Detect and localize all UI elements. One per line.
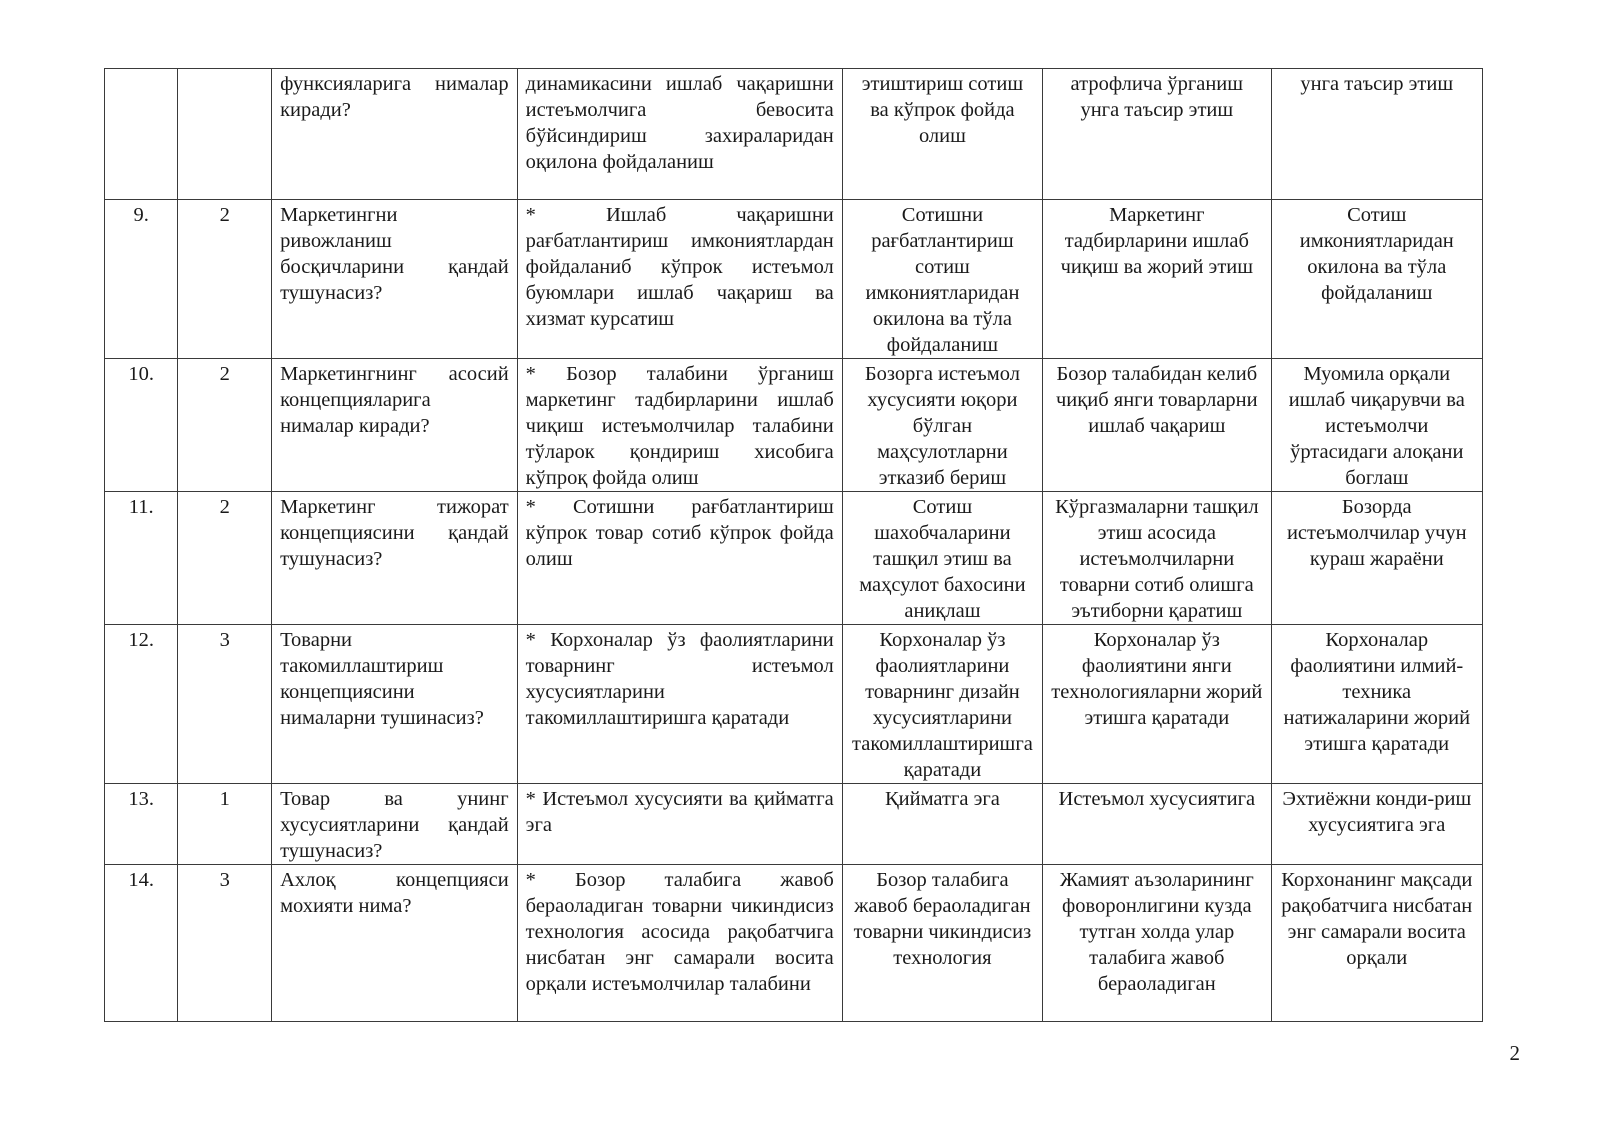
table-row xyxy=(105,200,1483,359)
alternative-answer-1: Сотиш шахобчаларини ташқил этиш ва маҳсулот бахосини аниқлаш xyxy=(842,492,1042,625)
table-row xyxy=(105,492,1483,625)
question-cell: Товарни такомиллаштириш концепциясини нималарни тушинасиз? xyxy=(272,625,518,784)
table-row xyxy=(105,784,1483,865)
correct-answer-cell: динамикасини ишлаб чақаришни истеъмолчига бевосита бўйсиндириш захираларидан оқилона фойдаланиш xyxy=(517,69,842,200)
alternative-answer-2: Бозор талабидан келиб чиқиб янги товарларни ишлаб чақариш xyxy=(1043,359,1271,492)
row-number: 12. xyxy=(105,625,178,784)
row-number xyxy=(105,69,178,200)
question-cell: Ахлоқ концепцияси мохияти нима? xyxy=(272,865,518,1022)
alternative-answer-1: Бозор талабига жавоб бераоладиган товарни чикиндисиз технология xyxy=(842,865,1042,1022)
page-number: 2 xyxy=(1509,1041,1520,1065)
question-cell: Маркетингнинг асосий концепцияларига нималар киради? xyxy=(272,359,518,492)
alternative-answer-3: Эхтиёжни конди-риш хусусиятига эга xyxy=(1271,784,1482,865)
correct-answer-cell: * Истеъмол хусусияти ва қийматга эга xyxy=(517,784,842,865)
alternative-answer-2: Корхоналар ўз фаолиятини янги технологияларни жорий этишга қаратади xyxy=(1043,625,1271,784)
alternative-answer-3: Сотиш имкониятларидан окилона ва тўла фойдаланиш xyxy=(1271,200,1482,359)
row-number: 11. xyxy=(105,492,178,625)
row-number: 13. xyxy=(105,784,178,865)
alternative-answer-2: Маркетинг тадбирларини ишлаб чиқиш ва жорий этиш xyxy=(1043,200,1271,359)
test-questions-table xyxy=(104,68,1483,1022)
alternative-answer-2: Кўргазмаларни ташқил этиш асосида истеъмолчиларни товарни сотиб олишга эътиборни қаратиш xyxy=(1043,492,1271,625)
correct-answer-cell: * Сотишни рағбатлантириш кўпрок товар сотиб кўпрок фойда олиш xyxy=(517,492,842,625)
correct-answer-cell: * Бозор талабига жавоб бераоладиган товарни чикиндисиз технология асосида рақобатчига нисбатан энг самарали восита орқали истеъмолчилар талабини xyxy=(517,865,842,1022)
alternative-answer-3: Корхонанинг мақсади рақобатчига нисбатан энг самарали восита орқали xyxy=(1271,865,1482,1022)
table-row xyxy=(105,865,1483,1022)
question-cell: Товар ва унинг хусусиятларини қандай тушунасиз? xyxy=(272,784,518,865)
alternative-answer-1: Қийматга эга xyxy=(842,784,1042,865)
correct-answer-cell: * Бозор талабини ўрганиш маркетинг тадбирларини ишлаб чиқиш истеъмолчилар талабини тўларок қондириш хисобига кўпроқ фойда олиш xyxy=(517,359,842,492)
row-score: 2 xyxy=(178,200,272,359)
row-score: 1 xyxy=(178,784,272,865)
question-cell: Маркетинг тижорат концепциясини қандай тушунасиз? xyxy=(272,492,518,625)
row-score: 2 xyxy=(178,359,272,492)
alternative-answer-2: атрофлича ўрганиш унга таъсир этиш xyxy=(1043,69,1271,200)
table-row xyxy=(105,625,1483,784)
row-score: 3 xyxy=(178,865,272,1022)
row-score: 3 xyxy=(178,625,272,784)
alternative-answer-3: Корхоналар фаолиятини илмий-техника натижаларини жорий этишга қаратади xyxy=(1271,625,1482,784)
alternative-answer-1: Сотишни рағбатлантириш сотиш имкониятларидан окилона ва тўла фойдаланиш xyxy=(842,200,1042,359)
alternative-answer-3: Бозорда истеъмолчилар учун кураш жараёни xyxy=(1271,492,1482,625)
alternative-answer-3: Муомила орқали ишлаб чиқарувчи ва истеъмолчи ўртасидаги алоқани боглаш xyxy=(1271,359,1482,492)
row-number: 10. xyxy=(105,359,178,492)
alternative-answer-1: этиштириш сотиш ва кўпрок фойда олиш xyxy=(842,69,1042,200)
correct-answer-cell: * Ишлаб чақаришни рағбатлантириш имкониятлардан фойдаланиб кўпрок истеъмол буюмлари ишлаб чақариш ва хизмат курсатиш xyxy=(517,200,842,359)
alternative-answer-1: Бозорга истеъмол хусусияти юқори бўлган маҳсулотларни этказиб бериш xyxy=(842,359,1042,492)
alternative-answer-2: Истеъмол хусусиятига xyxy=(1043,784,1271,865)
row-score xyxy=(178,69,272,200)
alternative-answer-3: унга таъсир этиш xyxy=(1271,69,1482,200)
row-number: 9. xyxy=(105,200,178,359)
table-row xyxy=(105,69,1483,200)
correct-answer-cell: * Корхоналар ўз фаолиятларини товарнинг истеъмол хусусиятларини такомиллаштиришга қаратади xyxy=(517,625,842,784)
question-cell: функсияларига нималар киради? xyxy=(272,69,518,200)
table-row xyxy=(105,359,1483,492)
row-number: 14. xyxy=(105,865,178,1022)
question-cell: Маркетингни ривожланиш босқичларини қандай тушунасиз? xyxy=(272,200,518,359)
alternative-answer-1: Корхоналар ўз фаолиятларини товарнинг дизайн хусусиятларини такомиллаштиришга қаратади xyxy=(842,625,1042,784)
row-score: 2 xyxy=(178,492,272,625)
alternative-answer-2: Жамият аъзоларининг фоворонлигини кузда тутган холда улар талабига жавоб бераоладиган xyxy=(1043,865,1271,1022)
